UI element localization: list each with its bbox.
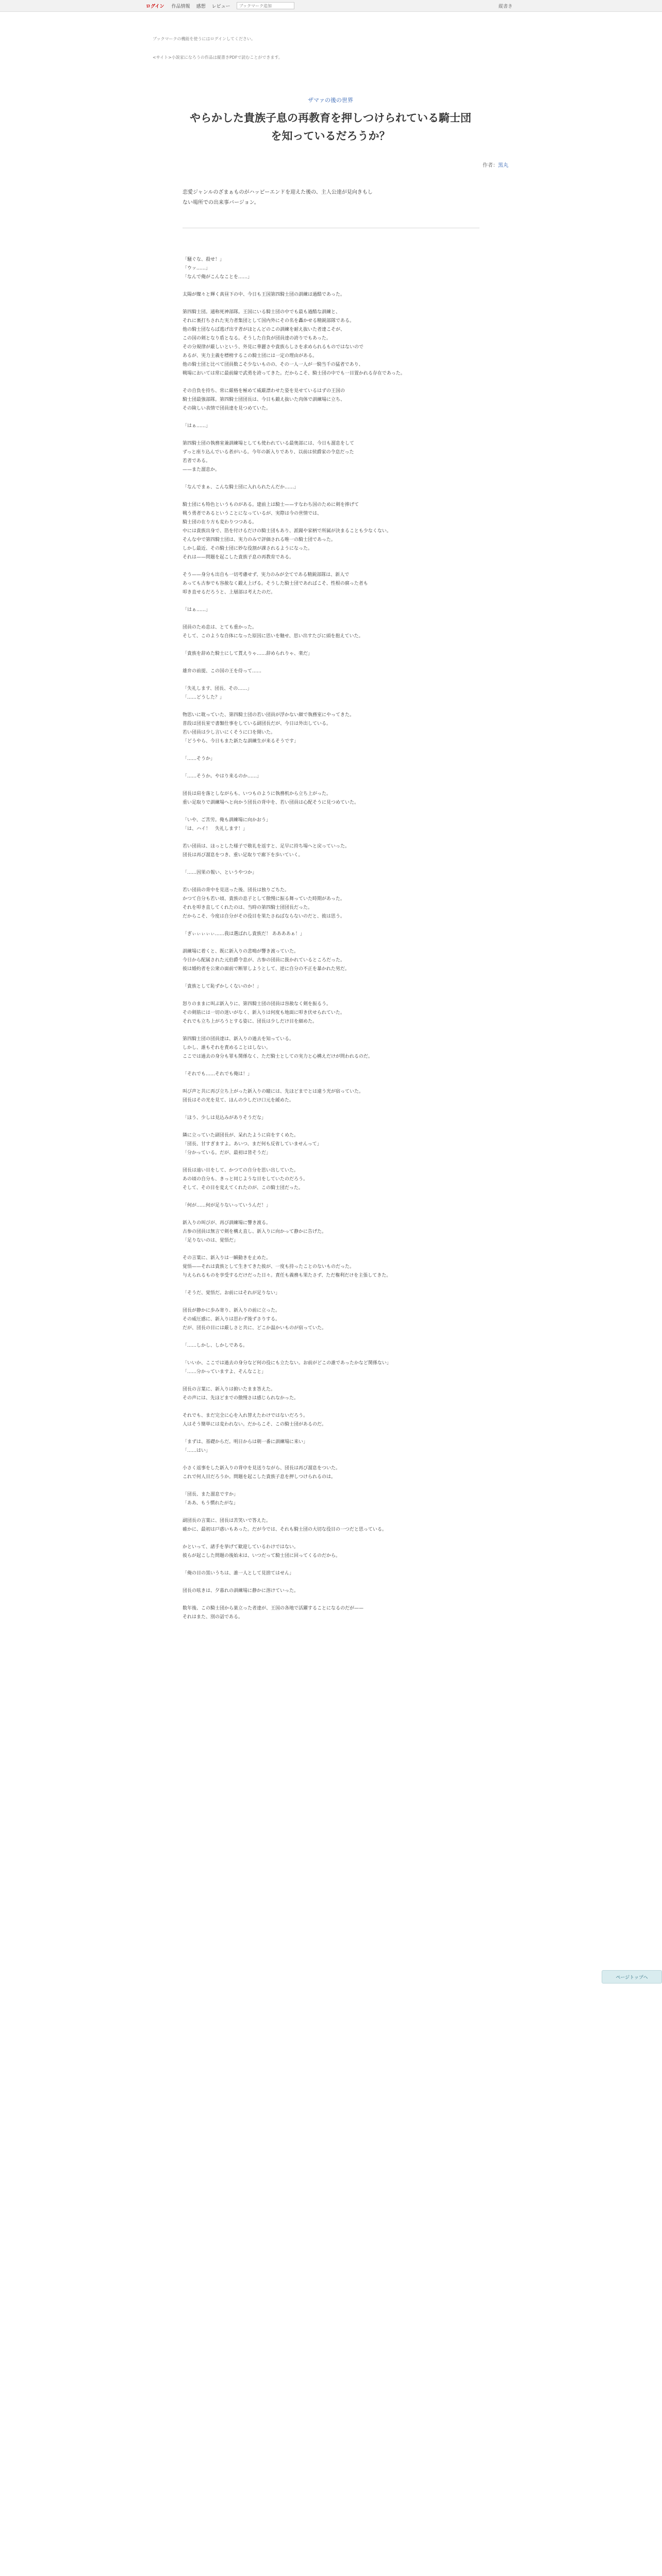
body-paragraph: 「は、ハイ！ 失礼します！」 [183, 826, 248, 832]
body-paragraph: 「はぁ……」 [183, 423, 211, 429]
body-paragraph: 「ほう、少しは見込みがありそうだな」 [183, 1115, 267, 1121]
body-paragraph: 覚悟——それは貴族として生きてきた彼が、一度も持ったことのないものだった。 [183, 1264, 355, 1269]
body-paragraph: 「貴族を辞めた騎士にして貰えりゃ……辞められりゃ、楽だ」 [183, 651, 313, 656]
body-paragraph [183, 1377, 479, 1385]
body-paragraph [183, 562, 479, 571]
body-paragraph: かといって、諸手を挙げて歓迎しているわけではない。 [183, 1545, 299, 1550]
body-paragraph: 数年後、この騎士団から巣立った者達が、王国の各地で活躍することになるのだが—— [183, 1606, 364, 1611]
pdf-notice: <サイト>小説家になろうの作品は縦書きPDFで読むことができます。 [153, 55, 283, 60]
body-paragraph [183, 1280, 479, 1289]
body-paragraph [183, 860, 479, 869]
body-paragraph: 団長の言葉に、新入りは俯いたまま答えた。 [183, 1387, 276, 1392]
body-paragraph: その自負を持ち、常に厳格を極めて威厳漂わせた姿を見せているはずの王国の [183, 388, 345, 394]
body-paragraph: そして、このような自体になった原因に思いを馳せ、思い出すたびに頭を抱えていた。 [183, 634, 363, 639]
body-paragraph: 「どうやら、今日もまた新たな訓練生が来るそうです」 [183, 739, 299, 744]
body-paragraph [183, 877, 479, 886]
body-paragraph [183, 1403, 479, 1412]
body-paragraph [183, 282, 479, 291]
body-paragraph: それでも立ち上がろうとする姿に、団長は少しだけ目を細めた。 [183, 1019, 318, 1024]
body-paragraph: あるが、実力主義を標榜するこの騎士団には一定の理由がある。 [183, 353, 318, 359]
body-paragraph: かつて自分も若い頃、貴族の息子として傲慢に振る舞っていた時期があった。 [183, 896, 345, 902]
body-paragraph [183, 378, 479, 387]
preface [183, 188, 479, 208]
body-paragraph: そんな中で第四騎士団は、実力のみで評価される唯一の騎士団であった。 [183, 537, 336, 543]
body-paragraph: 物思いに耽っていた、第四騎士団の若い団員が浮かない顔で執務室にやってきた。 [183, 713, 355, 718]
body-paragraph [183, 834, 479, 842]
body-paragraph: これで何人目だろうか。問題を起こした貴族子息を押しつけられるのは。 [183, 1475, 336, 1480]
body-paragraph: 「俺の目の黒いうちは、誰一人として見捨てはせん」 [183, 1571, 294, 1576]
body-paragraph: 「……そうか。やはり来るのか……」 [183, 774, 262, 779]
body-paragraph [183, 807, 479, 816]
body-paragraph: 中には貴族出身で、箔を付けるだけの騎士団もあり、派閥や家柄で所属が決まることも少なくない。 [183, 529, 391, 534]
body-paragraph: その分規律が厳しいという、外見に華麗さや貴族らしさを求められるものではないので [183, 345, 364, 350]
body-paragraph: しかし、誰もそれを責めることはしない。 [183, 1045, 271, 1050]
author-label: 作者： [483, 163, 498, 168]
body-paragraph: 「足りないのは、覚悟だ」 [183, 1238, 239, 1243]
body-paragraph: 団長は遠い目をして、かつての自分を思い出していた。 [183, 1168, 299, 1173]
body-paragraph: だからこそ、今度は自分がその役目を果たさねばならないのだと、彼は思う。 [183, 914, 345, 919]
body-paragraph: 「……しかし、しかしである。 [183, 1343, 248, 1348]
body-paragraph [183, 1105, 479, 1114]
nav-link-review[interactable]: レビュー [211, 4, 230, 9]
page-top-button[interactable]: ページトップへ [602, 1970, 662, 1984]
body-paragraph [183, 431, 479, 439]
body-paragraph: 叫び声と共に再び立ち上がった新入りの瞳には、先ほどまでとは違う光が宿っていた。 [183, 1089, 364, 1094]
body-paragraph: 太陽が燦々と輝く真昼下の中、今日も王国第四騎士団の訓練は過酷であった。 [183, 292, 345, 297]
bookmark-input[interactable] [237, 2, 294, 9]
body-paragraph: 「いや、ご苦労。俺も訓練場に向かおう」 [183, 818, 271, 823]
body-paragraph [183, 939, 479, 947]
body-paragraph: その声には、先ほどまでの傲慢さは感じられなかった。 [183, 1396, 299, 1401]
body-paragraph: 「いいか、ここでは過去の身分など何の役にも立たない。お前がどこの誰であったかなど関係ない」 [183, 1361, 391, 1366]
body-paragraph: 怒りのままに叫ぶ新入りに、第四騎士団の団員は容赦なく剣を振るう。 [183, 1002, 332, 1007]
preface-line: 恋愛ジャンルのざまぁものがハッピーエンドを迎えた後の、主人公達が見向きもし [183, 190, 373, 195]
body-paragraph: ずっと座り込んでいる者がいる。今年の新入りであり、以前は侯爵家の令息だった [183, 450, 354, 455]
body-paragraph [183, 921, 479, 930]
body-paragraph [183, 764, 479, 772]
body-paragraph [183, 1534, 479, 1543]
body-paragraph [183, 1298, 479, 1307]
body-paragraph: 「……そうか」 [183, 756, 216, 761]
body-paragraph: だが、団長の目には厳しさと共に、どこか温かいものが宿っていた。 [183, 1326, 327, 1331]
body-paragraph [183, 1245, 479, 1254]
nav-link-info[interactable]: 作品情報 [171, 4, 190, 9]
body-paragraph: ——また溜息か。 [183, 467, 220, 472]
body-paragraph: 団長は肩を落としながらも、いつものように執務机から立ち上がった。 [183, 791, 332, 796]
body-paragraph: 副団長の言葉に、団長は苦笑いで答えた。 [183, 1518, 271, 1523]
body-paragraph [183, 1193, 479, 1201]
body-paragraph: それでも、まだ完全に心を入れ替えたわけではないだろう。 [183, 1413, 308, 1418]
body-paragraph [183, 1158, 479, 1166]
body-paragraph: 重い足取りで訓練場へと向かう団長の背中を、若い団員は心配そうに見つめていた。 [183, 800, 359, 805]
body-paragraph: それを叩き直してくれたのは、当時の第四騎士団団長だった。 [183, 905, 313, 910]
body-paragraph: 「団長、また溜息ですか」 [183, 1492, 239, 1497]
body-paragraph: 隣に立っていた副団長が、呆れたように肩をすくめた。 [183, 1133, 299, 1138]
body-paragraph: 与えられるものを享受するだけだった日々。責任も義務も果たさず、ただ権利だけを主張してきた。 [183, 1273, 391, 1278]
body-paragraph: 今日から配属された元伯爵令息が、古参の団員に扱かれているところだった。 [183, 958, 345, 963]
body-paragraph: あの頃の自分も、きっと同じような目をしていたのだろう。 [183, 1177, 308, 1182]
body-paragraph: 「騒ぐな、殺せ！」 [183, 257, 225, 262]
body-paragraph: 団員のため息は、とても重かった。 [183, 625, 257, 630]
body-paragraph [183, 1596, 479, 1604]
body-paragraph: 第四騎士団。通称死神部隊。王国にいる騎士団の中でも最も過酷な訓練と、 [183, 310, 341, 315]
story-header [153, 96, 508, 145]
body-paragraph: 人はそう簡単には変われない。だからこそ、この騎士団があるのだ。 [183, 1422, 326, 1427]
body-paragraph: その言葉に、新入りは一瞬動きを止めた。 [183, 1256, 271, 1261]
body-paragraph: 戦う勇者であるということになっているが、実際は今の世情では、 [183, 511, 322, 516]
body-paragraph [183, 641, 479, 650]
story-body [183, 256, 479, 1622]
body-paragraph: 団長が静かに歩み寄り、新入りの前に立った。 [183, 1308, 280, 1313]
author-name[interactable]: 黒丸 [498, 163, 508, 168]
title-line: やらかした貴族子息の再教育を押しつけられている騎士団 [190, 112, 471, 124]
body-paragraph: 確かに、最初は戸惑いもあった。だが今では、それも騎士団の大切な役目の一つだと思っている。 [183, 1527, 387, 1532]
story-title [153, 109, 508, 145]
body-paragraph [183, 1333, 479, 1342]
body-paragraph: 団長はその光を見て、ほんの少しだけ口元を緩めた。 [183, 1098, 294, 1103]
body-paragraph: 他の騎士団ならば逃げ出す者がほとんどのこの訓練を耐え抜いた者達こそが、 [183, 327, 345, 332]
body-paragraph: 「ああ、もう慣れたがな」 [183, 1501, 238, 1506]
body-paragraph: 新入りの叫びが、再び訓練場に響き渡る。 [183, 1221, 271, 1226]
body-paragraph: 団長の呟きは、夕暮れの訓練場に静かに溶けていった。 [183, 1588, 299, 1594]
body-paragraph: それはまた、別の話である。 [183, 1615, 243, 1620]
body-paragraph: 「……はい」 [183, 1448, 211, 1453]
body-paragraph [183, 974, 479, 982]
body-paragraph: 「そうだ、覚悟だ。お前にはそれが足りない」 [183, 1291, 280, 1296]
body-paragraph: それは——問題を起こした貴族子息の再教育である。 [183, 555, 294, 560]
body-paragraph: そう——身分も出自も一切考慮せず、実力のみが全てである精鋭部隊は、新人で [183, 572, 350, 578]
body-paragraph: 団長は再び溜息をつき、重い足取りで廊下を歩いていく。 [183, 853, 303, 858]
vertical-link[interactable]: 縦書き [498, 4, 512, 9]
body-paragraph: 叩き直せるだろうと、上層部は考えたのだ。 [183, 590, 276, 595]
body-paragraph: 若い団員は、ほっとした様子で敬礼を返すと、足早に持ち場へと戻っていった。 [183, 844, 350, 849]
body-paragraph: 「ウッ……」 [183, 266, 210, 271]
body-paragraph: 「分かっている。だが、最初は皆そうだ」 [183, 1150, 271, 1156]
body-paragraph [183, 1578, 479, 1587]
preface-line: ない場所での出来事バージョン。 [183, 200, 259, 206]
series-link[interactable]: ザマァの後の世界 [308, 97, 353, 104]
body-paragraph: 普段は団長室で書類仕事をしている副団長だが、今日は外出している。 [183, 721, 332, 726]
body-paragraph: 「……分かっていますよ、そんなこと」 [183, 1369, 267, 1375]
body-paragraph: 「それでも……それでも俺は！」 [183, 1072, 253, 1077]
body-paragraph [183, 1350, 479, 1359]
body-paragraph: 戦場においては常に最前線で武勇を誇ってきた。だからこそ、騎士団の中でも一目置かれる存在であった。 [183, 371, 405, 376]
body-paragraph: それに裏打ちされた実力者集団として国内外にその名を轟かせる精鋭部隊である。 [183, 318, 355, 324]
body-paragraph: 彼は婚約者を公衆の面前で断罪しようとして、逆に自分の不正を暴かれた男だ。 [183, 967, 350, 972]
body-paragraph [183, 1061, 479, 1070]
top-right [499, 0, 512, 11]
body-paragraph [183, 1026, 479, 1035]
body-paragraph: 「なんで俺がこんなことを……」 [183, 275, 253, 280]
login-notice: ブックマークの機能を使うにはログインしてください。 [153, 37, 256, 41]
body-paragraph: 「……どうした？」 [183, 695, 225, 700]
body-paragraph [183, 299, 479, 308]
body-paragraph: 若者である。 [183, 459, 211, 464]
body-paragraph: その険しい表情で団員達を見つめていた。 [183, 406, 271, 411]
title-line: を知っているだろうか？ [271, 130, 390, 142]
body-paragraph [183, 1455, 479, 1464]
body-paragraph: 雄弁の前提、この国の王を侍って…… [183, 669, 262, 674]
body-paragraph: 訓練場に着くと、既に新入りの悲鳴が響き渡っていた。 [183, 949, 299, 954]
body-paragraph [183, 676, 479, 685]
author-line [483, 161, 508, 168]
body-paragraph [183, 991, 479, 1000]
body-paragraph: 「貴族として恥ずかしくないのか！」 [183, 984, 262, 989]
body-paragraph: あっても古参でも容赦なく鍛え上げる。そうした騎士団であればこそ、性根の腐った者も [183, 581, 368, 586]
top-nav [146, 0, 294, 11]
body-paragraph [183, 658, 479, 667]
body-paragraph [183, 1508, 479, 1517]
body-paragraph: 「団長、甘すぎますよ。あいつ、まだ何も反省していませんって」 [183, 1142, 322, 1147]
body-paragraph [183, 597, 479, 606]
body-paragraph: 彼らが起こした問題の後始末は、いつだって騎士団に回ってくるのだから。 [183, 1553, 341, 1558]
body-paragraph: 「何が……何が足りないっていうんだ！」 [183, 1203, 271, 1208]
body-paragraph [183, 1429, 479, 1438]
body-paragraph: 他の騎士団と比べて団員数こそ少ないものの、その一人一人が一騎当千の猛者であり、 [183, 362, 363, 367]
body-paragraph [183, 1210, 479, 1219]
body-paragraph: 「……因果の報い、というやつか」 [183, 870, 257, 875]
body-paragraph: 「失礼します、団長、その……」 [183, 686, 252, 691]
body-paragraph: そして、その目を変えてくれたのが、この騎士団だった。 [183, 1185, 303, 1191]
body-paragraph [183, 702, 479, 711]
body-paragraph: 若い団員は少し言いにくそうに口を開いた。 [183, 730, 276, 735]
body-paragraph: 「はぁ……」 [183, 607, 211, 613]
body-paragraph [183, 746, 479, 755]
body-paragraph: 第四騎士団の執務室兼訓練場としても使われている最奥部には、今日も溜息をして [183, 441, 355, 446]
top-bar [0, 0, 662, 12]
body-paragraph: 騎士団の在り方も変わりつつある。 [183, 520, 257, 525]
body-paragraph: ここでは過去の身分も罪も関係なく、ただ騎士としての実力と心構えだけが問われるのだ。 [183, 1054, 373, 1059]
login-link[interactable]: ログイン [146, 4, 164, 9]
body-paragraph: この国の剣となり盾となる。そうした自負が団員達の誇りでもあった。 [183, 336, 331, 341]
nav-link-impressions[interactable]: 感想 [196, 4, 206, 9]
body-paragraph: 若い団員の背中を見送った後、団長は独りごちた。 [183, 888, 290, 893]
body-paragraph [183, 1123, 479, 1131]
body-paragraph [183, 615, 479, 623]
body-paragraph: しかし最近、その騎士団に妙な役割が課されるようになった。 [183, 546, 313, 551]
body-paragraph: 「ぎぃぃぃぃぃ……我は選ばれし貴族だ！ ああああぁ！」 [183, 931, 305, 937]
body-paragraph: その威圧感に、新入りは思わず後ずさりする。 [183, 1317, 280, 1322]
body-paragraph: 小さく返事をした新入りの背中を見送りながら、団長は再び溜息をついた。 [183, 1466, 341, 1471]
body-paragraph [183, 1079, 479, 1088]
body-paragraph [183, 492, 479, 501]
body-paragraph: 騎士団にも特色というものがある。建前上は騎士——すなわち国のために剣を捧げて [183, 502, 359, 507]
body-paragraph [183, 1482, 479, 1490]
body-paragraph: 騎士団最強部隊。第四騎士団団長は、今日も鍛え抜いた肉体で訓練場に立ち、 [183, 397, 345, 402]
body-paragraph [183, 781, 479, 790]
body-paragraph: その剣筋には一切の迷いがなく、新入りは何度も地面に叩き伏せられていた。 [183, 1010, 345, 1015]
body-paragraph: 古参の団員は無言で剣を構え直し、新入りに向かって静かに告げた。 [183, 1229, 327, 1234]
body-paragraph [183, 1561, 479, 1569]
body-paragraph: 「なんでまぁ、こんな騎士団に入れられたんだか……」 [183, 485, 299, 490]
body-paragraph: 第四騎士団の団員達は、新入りの過去を知っている。 [183, 1037, 294, 1042]
body-paragraph: 「まずは、基礎からだ。明日からは朝一番に訓練場に来い」 [183, 1439, 308, 1445]
body-paragraph [183, 474, 479, 483]
body-paragraph [183, 413, 479, 422]
